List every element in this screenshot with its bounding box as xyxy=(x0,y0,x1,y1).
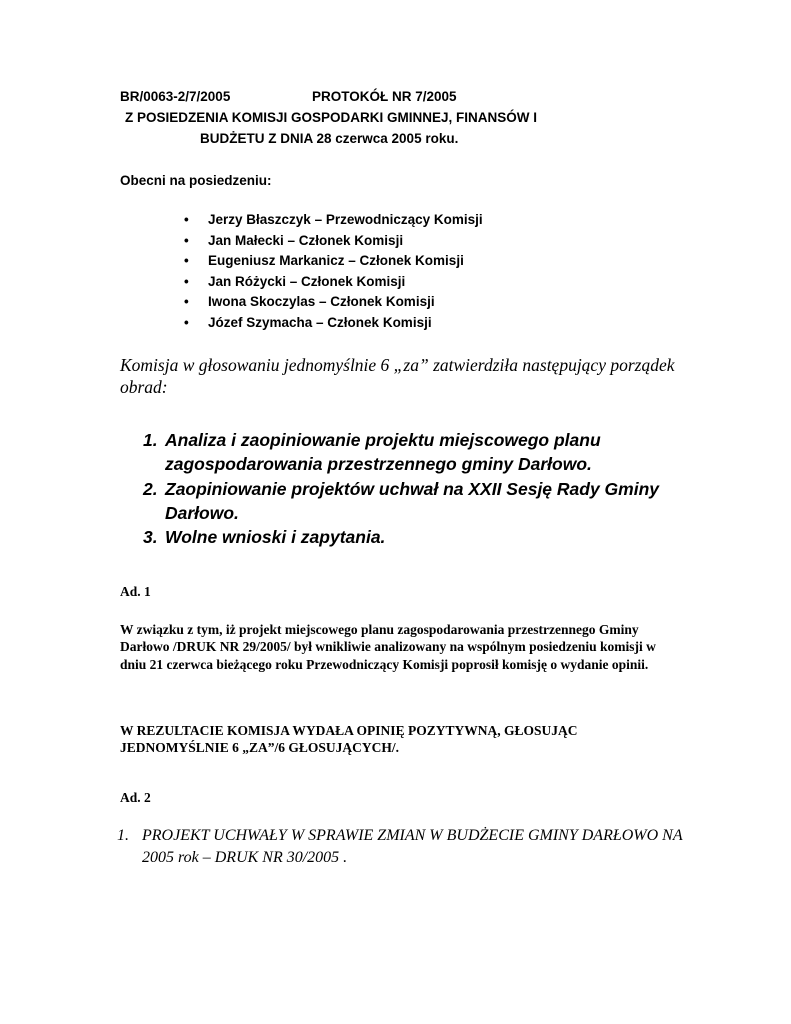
header-line-2: Z POSIEDZENIA KOMISJI GOSPODARKI GMINNEJ, FINANSÓW I xyxy=(125,110,538,125)
attendee-item xyxy=(184,292,483,313)
ad2-item-text: PROJEKT UCHWAŁY W SPRAWIE ZMIAN W BUDŻECIE GMINY DARŁOWO NA 2005 rok – DRUK NR 30/2005 . xyxy=(142,827,683,866)
attendee-name: Jerzy Błaszczyk – Przewodniczący Komisji xyxy=(208,212,483,227)
agenda-approval-text: Komisja w głosowaniu jednomyślnie 6 „za” zatwierdziła następujący porządek obrad: xyxy=(120,355,675,397)
section-ad1-result: W REZULTACIE KOMISJA WYDAŁA OPINIĘ POZYTYWNĄ, GŁOSUJĄC JEDNOMYŚLNIE 6 „ZA”/6 GŁOSUJĄCYCH/. xyxy=(120,723,578,756)
agenda-item-text: Zaopiniowanie projektów uchwał na XXII Sesję Rady Gminy Darłowo. xyxy=(165,478,660,523)
ad2-item-number: 1. xyxy=(117,827,129,844)
section-ad1-label: Ad. 1 xyxy=(120,584,151,599)
attendee-item xyxy=(184,251,483,272)
bullet-icon: • xyxy=(184,314,189,330)
bullet-icon: • xyxy=(184,273,189,289)
agenda-item-text: Analiza i zaopiniowanie projektu miejscowego planu zagospodarowania przestrzennego gminy Darłowo. xyxy=(165,430,601,475)
section-ad1-text: W związku z tym, iż projekt miejscowego planu zagospodarowania przestrzennego Gminy Darłowo /DRUK NR 29/2005/ był wnikliwie analizowany na wspólnym posiedzeniu komisji w dniu 21 czerwca bieżącego roku Przewodniczący Komisji poprosił komisję o wydanie opinii. xyxy=(120,622,656,672)
bullet-icon: • xyxy=(184,232,189,248)
attendees-label: Obecni na posiedzeniu: xyxy=(120,173,272,188)
bullet-icon: • xyxy=(184,294,189,309)
attendee-name: Jan Małecki – Członek Komisji xyxy=(208,232,404,248)
header-line-1 xyxy=(120,89,457,104)
agenda-item-text: Wolne wnioski i zapytania. xyxy=(165,527,386,548)
agenda-item xyxy=(143,477,705,526)
attendee-name: Jan Różycki – Członek Komisji xyxy=(208,273,406,289)
attendee-item xyxy=(184,313,483,334)
attendee-item xyxy=(184,210,483,231)
attendee-item xyxy=(184,231,483,252)
header-line-3: BUDŻETU Z DNIA 28 czerwca 2005 roku. xyxy=(200,131,459,146)
agenda-item xyxy=(143,525,705,549)
agenda-item-number: 1. xyxy=(143,430,158,450)
section-ad2-label: Ad. 2 xyxy=(120,790,151,805)
agenda-item-number: 2. xyxy=(143,478,158,499)
protocol-number: PROTOKÓŁ NR 7/2005 xyxy=(312,89,457,104)
agenda-item xyxy=(143,428,705,477)
bullet-icon: • xyxy=(184,253,189,268)
document-reference: BR/0063-2/7/2005 xyxy=(120,89,231,104)
attendee-name: Eugeniusz Markanicz – Członek Komisji xyxy=(208,253,464,268)
attendee-name: Józef Szymacha – Członek Komisji xyxy=(208,314,432,330)
attendee-item xyxy=(184,272,483,293)
agenda-list xyxy=(143,428,705,549)
section-ad2-item xyxy=(117,825,697,869)
agenda-item-number: 3. xyxy=(143,527,158,548)
attendees-list xyxy=(184,210,483,333)
bullet-icon: • xyxy=(184,212,189,227)
attendee-name: Iwona Skoczylas – Członek Komisji xyxy=(208,294,435,309)
